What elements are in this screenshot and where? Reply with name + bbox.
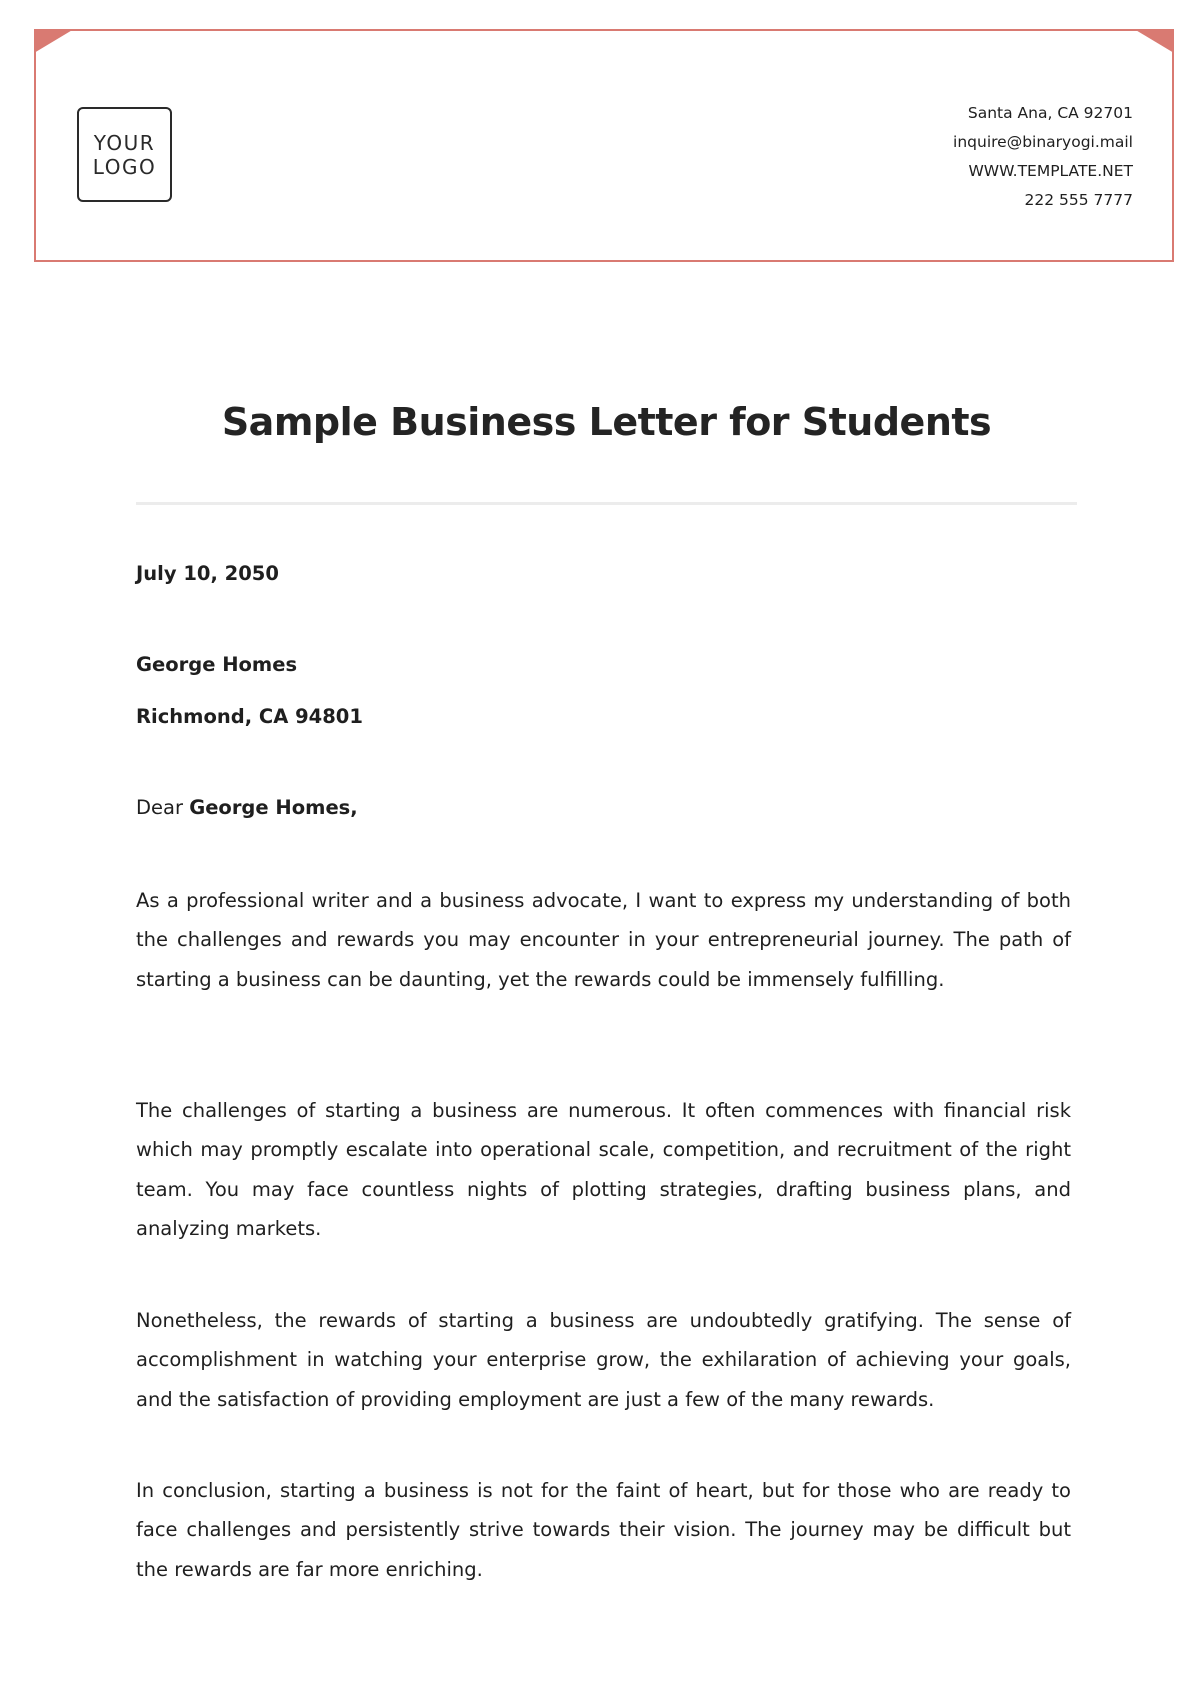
body-paragraph-2: The challenges of starting a business are numerous. It often commences with financial risk which may promptly escalate into operational scale, competition, and recruitment of the right team. You may face countless nights of plotting strategies, drafting business plans, and analyzing markets.	[136, 1099, 1071, 1240]
corner-accent-left	[34, 29, 74, 53]
logo-text-line1: YOUR	[93, 130, 156, 155]
logo-placeholder	[77, 107, 172, 202]
contact-website: WWW.TEMPLATE.NET	[968, 162, 1133, 180]
contact-address: Santa Ana, CA 92701	[967, 104, 1133, 122]
contact-block	[953, 99, 1133, 215]
page-title: Sample Business Letter for Students	[221, 400, 992, 444]
logo-text-line2: LOGO	[92, 154, 157, 179]
recipient-name: George Homes	[136, 653, 298, 676]
body-paragraph-3: Nonetheless, the rewards of starting a business are undoubtedly gratifying. The sense of accomplishment in watching your enterprise grow, the exhilaration of achieving your goals, and the satisfaction of providing employment are just a few of the many rewards.	[136, 1309, 1071, 1411]
body-paragraph-4: In conclusion, starting a business is not for the faint of heart, but for those who are ready to face challenges and persistently strive towards their vision. The journey may be difficult but the rewards are far more enriching.	[136, 1479, 1071, 1581]
contact-email: inquire@binaryogi.mail	[953, 133, 1133, 151]
salutation-name: George Homes,	[189, 796, 358, 819]
corner-accent-right	[1134, 29, 1174, 53]
contact-phone: 222 555 7777	[1024, 191, 1133, 209]
salutation-prefix: Dear	[136, 796, 183, 819]
recipient-address: Richmond, CA 94801	[136, 705, 363, 728]
salutation	[136, 796, 1071, 819]
body-paragraph-1: As a professional writer and a business advocate, I want to express my understanding of both the challenges and rewards you may encounter in your entrepreneurial journey. The path of starting a business can be daunting, yet the rewards could be immensely fulfilling.	[136, 889, 1071, 991]
title-divider	[136, 502, 1077, 505]
letter-date: July 10, 2050	[136, 562, 279, 585]
